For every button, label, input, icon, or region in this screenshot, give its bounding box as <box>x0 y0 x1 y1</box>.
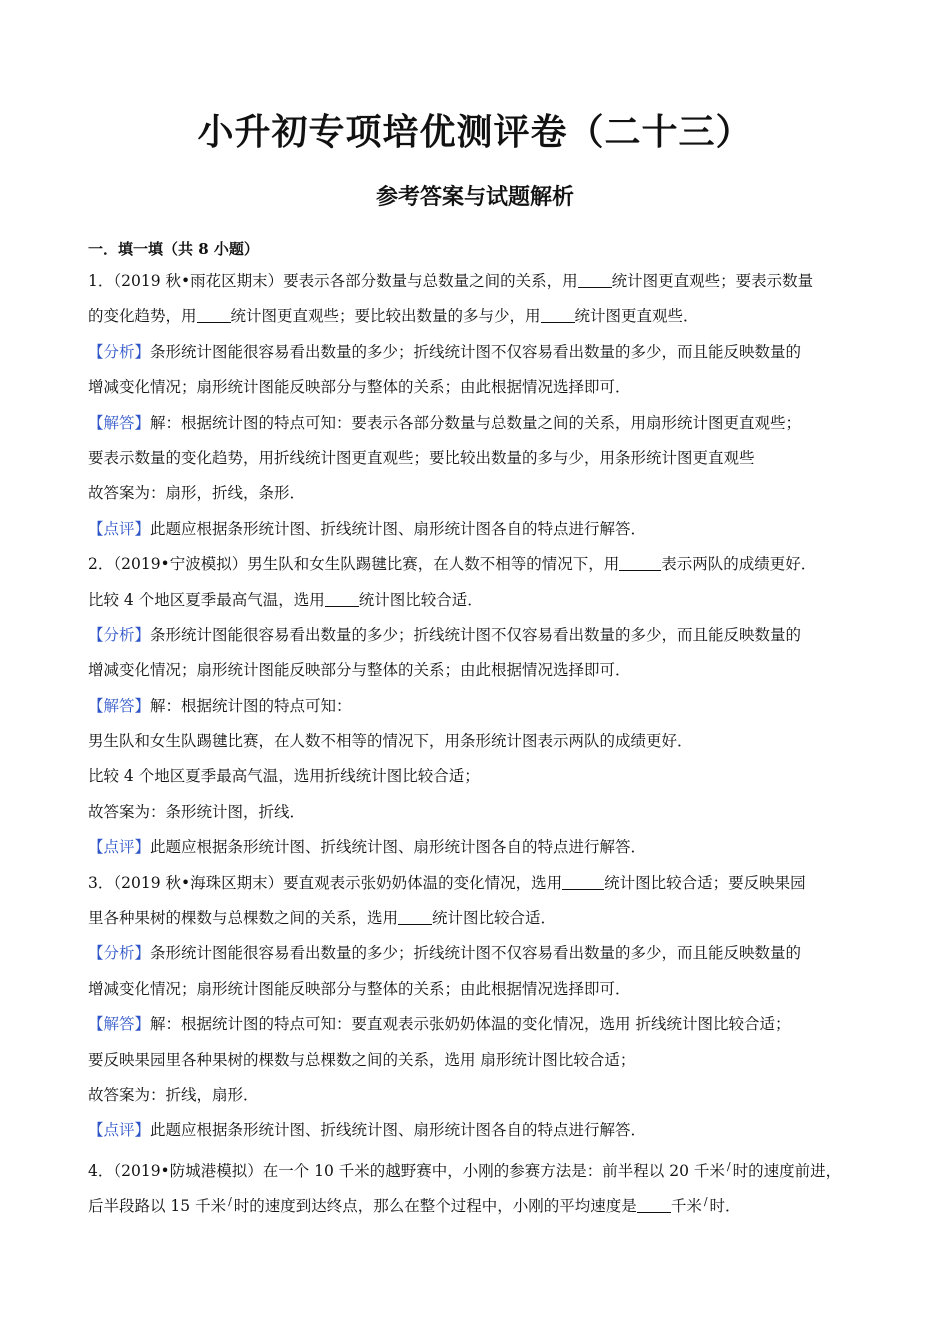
q4-text: 千米 <box>670 1197 702 1216</box>
q3-analysis-cont: 增减变化情况；扇形统计图能反映部分与整体的关系；由此根据情况选择即可． <box>88 979 631 998</box>
answer-blank <box>325 588 359 607</box>
q1-text: 统计图更直观些． <box>574 307 699 326</box>
unit-slash: / <box>703 1195 708 1209</box>
answer-blank <box>619 552 661 571</box>
q1-line-1 <box>88 264 878 299</box>
q3-text: 3．（2019 秋•海珠区期末）要直观表示张奶奶体温的变化情况，选用 <box>88 873 563 892</box>
answer-tag: 【解答】 <box>88 696 151 715</box>
page-title: 小升初专项培优测评卷（二十三） <box>197 111 753 153</box>
q3-answer <box>88 1007 878 1042</box>
q1-text: 统计图更直观些；要表示数量 <box>611 272 814 290</box>
unit-slash: / <box>726 1159 731 1173</box>
analysis-text: 条形统计图能很容易看出数量的多少；折线统计图不仅容易看出数量的多少，而且能反映数量的 <box>150 944 802 963</box>
q3-text: 里各种果树的棵数与总棵数之间的关系，选用 <box>88 909 399 928</box>
q2-answer-final: 故答案为：条形统计图，折线． <box>88 802 306 821</box>
q2-answer <box>88 689 878 724</box>
q3-analysis <box>88 936 878 971</box>
q2-text: 表示两队的成绩更好． <box>661 555 817 574</box>
comment-text: 此题应根据条形统计图、折线统计图、扇形统计图各自的特点进行解答． <box>150 838 647 857</box>
analysis-text: 条形统计图能很容易看出数量的多少；折线统计图不仅容易看出数量的多少，而且能反映数量的 <box>150 342 802 361</box>
comment-tag: 【点评】 <box>88 519 151 538</box>
q4-text: 时． <box>709 1197 741 1216</box>
q4-line-2 <box>88 1184 878 1219</box>
q2-analysis-cont: 增减变化情况；扇形统计图能反映部分与整体的关系；由此根据情况选择即可． <box>88 661 631 680</box>
answer-text: 解：根据统计图的特点可知：要直观表示张奶奶体温的变化情况，选用 折线统计图比较合适； <box>150 1015 791 1034</box>
section-heading: 一．填一填（共 8 小题） <box>88 240 259 258</box>
document-body <box>88 264 878 1220</box>
answer-blank <box>562 871 604 890</box>
q3-line-2 <box>88 901 878 936</box>
analysis-tag: 【分析】 <box>88 944 151 963</box>
comment-tag: 【点评】 <box>88 838 151 857</box>
q4-text: 时的速度前进， <box>732 1161 842 1180</box>
q1-text: 统计图更直观些；要比较出数量的多与少，用 <box>230 307 541 326</box>
comment-tag: 【点评】 <box>88 1121 151 1140</box>
q2-answer-cont: 男生队和女生队踢毽比赛，在人数不相等的情况下，用条形统计图表示两队的成绩更好． <box>88 732 693 751</box>
q2-line-2 <box>88 583 878 618</box>
answer-tag: 【解答】 <box>88 1015 151 1034</box>
q2-line-1 <box>88 547 878 582</box>
q2-text: 比较 4 个地区夏季最高气温，选用 <box>88 590 325 609</box>
answer-blank <box>398 906 432 925</box>
answer-blank <box>197 304 231 323</box>
q1-analysis <box>88 335 878 370</box>
q3-line-1 <box>88 866 878 901</box>
q3-answer-cont: 要反映果园里各种果树的棵数与总棵数之间的关系，选用 扇形统计图比较合适； <box>88 1050 636 1069</box>
q3-text: 统计图比较合适；要反映果园 <box>604 873 806 892</box>
answer-blank <box>578 269 612 288</box>
q3-text: 统计图比较合适． <box>432 909 557 928</box>
analysis-text: 条形统计图能很容易看出数量的多少；折线统计图不仅容易看出数量的多少，而且能反映数量的 <box>150 625 802 644</box>
q1-text: 的变化趋势，用 <box>88 307 197 326</box>
q2-answer-cont: 比较 4 个地区夏季最高气温，选用折线统计图比较合适； <box>88 767 480 786</box>
q1-answer-cont: 要表示数量的变化趋势，用折线统计图更直观些；要比较出数量的多与少，用条形统计图更直观些 <box>88 448 755 467</box>
q4-text: 时的速度到达终点，那么在整个过程中，小刚的平均速度是 <box>233 1197 637 1216</box>
q1-comment <box>88 512 878 547</box>
analysis-tag: 【分析】 <box>88 342 151 361</box>
unit-slash: / <box>228 1195 232 1209</box>
q1-line-2 <box>88 299 878 334</box>
q2-comment <box>88 830 878 865</box>
q4-text: 4．（2019•防城港模拟）在一个 10 千米的越野赛中，小刚的参赛方法是：前半程以 20 千米 <box>88 1161 725 1180</box>
q1-analysis-cont: 增减变化情况；扇形统计图能反映部分与整体的关系；由此根据情况选择即可． <box>88 378 631 397</box>
comment-text: 此题应根据条形统计图、折线统计图、扇形统计图各自的特点进行解答． <box>150 1121 647 1140</box>
q1-text: 1．（2019 秋•雨花区期末）要表示各部分数量与总数量之间的关系，用 <box>88 272 578 290</box>
q1-answer <box>88 406 878 441</box>
answer-text: 解：根据统计图的特点可知：要表示各部分数量与总数量之间的关系，用扇形统计图更直观些； <box>150 413 802 432</box>
q2-text: 统计图比较合适． <box>358 590 483 609</box>
q3-comment <box>88 1113 878 1148</box>
page-subtitle: 参考答案与试题解析 <box>375 184 574 210</box>
q1-answer-final: 故答案为：扇形，折线，条形． <box>88 484 306 503</box>
q3-answer-final: 故答案为：折线，扇形． <box>88 1085 259 1104</box>
analysis-tag: 【分析】 <box>88 625 151 644</box>
answer-tag: 【解答】 <box>88 413 151 432</box>
answer-text: 解：根据统计图的特点可知： <box>150 696 352 715</box>
q4-line-1 <box>88 1149 878 1184</box>
q2-text: 2．（2019•宁波模拟）男生队和女生队踢毽比赛，在人数不相等的情况下，用 <box>88 555 620 574</box>
q2-analysis <box>88 618 878 653</box>
answer-blank <box>541 304 575 323</box>
answer-blank <box>637 1194 671 1213</box>
q4-text: 后半段路以 15 千米 <box>88 1197 227 1216</box>
comment-text: 此题应根据条形统计图、折线统计图、扇形统计图各自的特点进行解答． <box>150 519 647 538</box>
